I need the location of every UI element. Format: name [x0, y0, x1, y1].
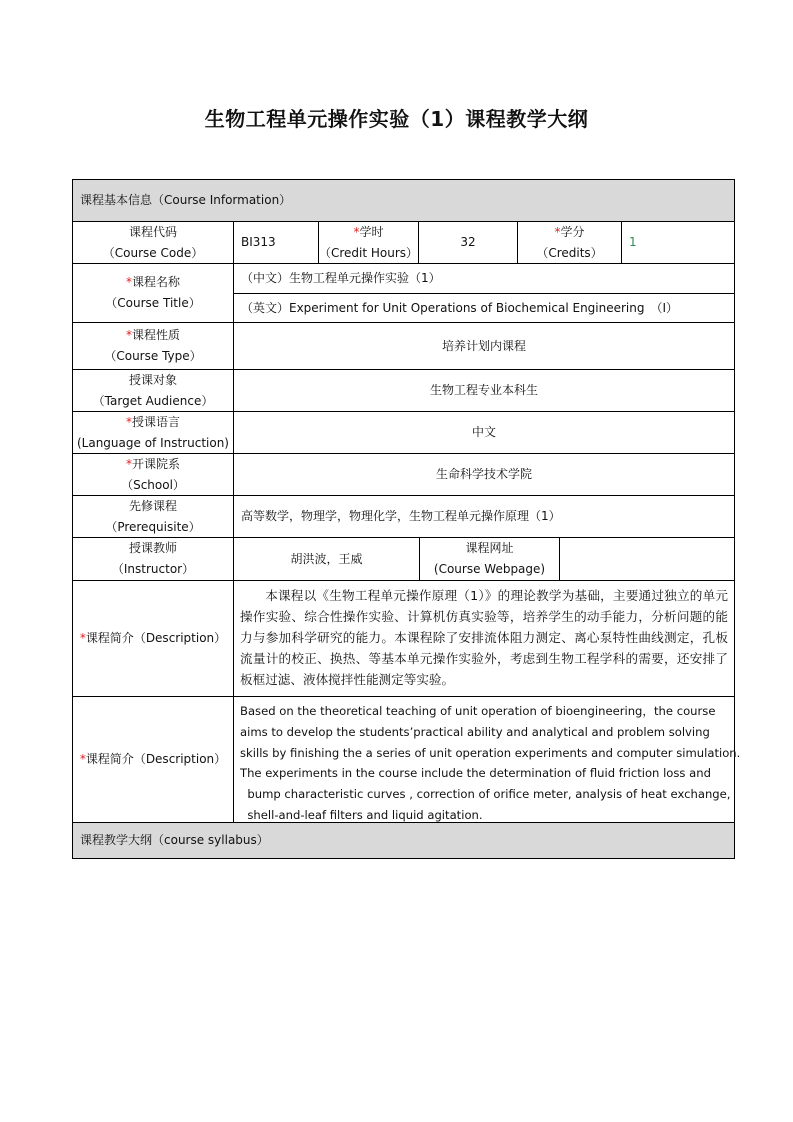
description-en-line: aims to develop the students’practical ability and analytical and problem solving: [240, 724, 710, 739]
syllabus-header-label: 课程教学大纲（course syllabus）: [80, 833, 269, 847]
description-en-line: The experiments in the course include the determination of fluid friction loss and: [240, 766, 711, 781]
description-en-line: Based on the theoretical teaching of unit operation of bioengineering，the course: [240, 704, 716, 718]
credits-label: *学分 （Credits）: [517, 221, 622, 264]
instructor-label: 授课教师 （Instructor）: [72, 537, 234, 581]
course-title-en: （英文）Experiment for Unit Operations of Biochemical Engineering （I）: [233, 293, 735, 323]
course-info-header: [72, 179, 735, 222]
description-en-label: *课程简介（Description）: [72, 696, 234, 823]
syllabus-header: [72, 822, 735, 859]
target-audience-label: 授课对象 （Target Audience）: [72, 369, 234, 412]
description-en-line: shell-and-leaf filters and liquid agitation.: [240, 807, 483, 822]
course-code-label: 课程代码 （Course Code）: [72, 221, 234, 264]
credit-hours-label: *学时 （Credit Hours）: [318, 221, 419, 264]
credits-value: 1: [621, 221, 735, 264]
prerequisite-value: 高等数学，物理学，物理化学，生物工程单元操作原理（1）: [233, 495, 735, 538]
language-label: *授课语言 (Language of Instruction): [72, 411, 234, 454]
description-en-line: bump characteristic curves , correction of orifice meter, analysis of heat exchange,: [240, 787, 731, 802]
page-title: 生物工程单元操作实验（1）课程教学大纲: [204, 107, 589, 131]
school-label: *开课院系 （School）: [72, 453, 234, 496]
description-en-text: [233, 696, 741, 823]
school-value: 生命科学技术学院: [233, 453, 735, 496]
webpage-value: [559, 537, 735, 581]
course-title-cn: （中文）生物工程单元操作实验（1）: [233, 263, 735, 294]
webpage-label: 课程网址 (Course Webpage): [419, 537, 560, 581]
course-type-value: 培养计划内课程: [233, 322, 735, 370]
target-audience-value: 生物工程专业本科生: [233, 369, 735, 412]
description-cn-label: *课程简介（Description）: [72, 580, 234, 697]
course-code-value: BI313: [233, 221, 319, 264]
language-value: 中文: [233, 411, 735, 454]
course-type-label: *课程性质 （Course Type）: [72, 322, 234, 370]
course-title-label: *课程名称 （Course Title）: [72, 263, 234, 323]
instructor-value: 胡洪波，王威: [233, 537, 420, 581]
course-info-header-label: 课程基本信息（Course Information）: [80, 193, 292, 207]
credit-hours-value: 32: [418, 221, 518, 264]
description-en-line: skills by finishing the a series of unit operation experiments and computer simulation.: [240, 745, 741, 760]
description-cn-text: 本课程以《生物工程单元操作原理（1）》的理论教学为基础，主要通过独立的单元操作实验、综合性操作实验、计算机仿真实验等，培养学生的动手能力，分析问题的能力与参加科学研究的能力。本课程除了安排流体阻力测定、离心泵特性曲线测定，孔板流量计的校正、换热、等基本单元操作实验外，考虑到生物工程学科的需要，还安排了板框过滤、液体搅拌性能测定等实验。: [233, 580, 735, 697]
prerequisite-label: 先修课程 （Prerequisite）: [72, 495, 234, 538]
